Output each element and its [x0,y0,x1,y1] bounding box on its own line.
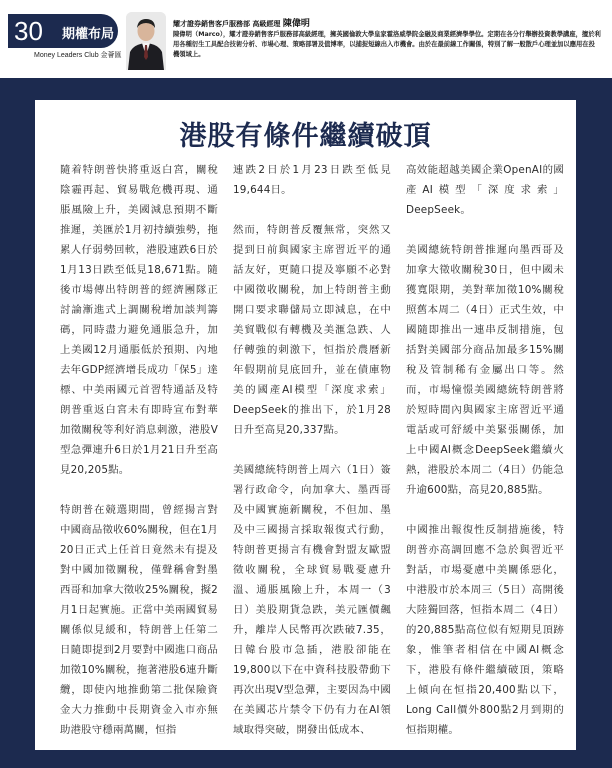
paragraph: 隨着特朗普快將重返白宮，關稅陰霾再起、貿易戰危機再現、通脹風險上升，美國減息預期不斷推遲，美匯於1月初持續強勢，拖累人仔弱勢回軟，港股連跌6日於1月13日跌至低見18,671點。隨後市場傳出特朗普的經濟團隊正討論漸進式上調關稅增加談判籌碼，同時盡力避免通脹急升，加上美國12月通脹低於預期、內地去年GDP經濟增長成功「保5」達標、中美兩國元首習特通話及特朗普重返白宮未有即時宣布對華加徵關稅等利好消息刺激，港股V型急彈連升6日於1月21日升至高見20,205點。 [60,164,218,476]
paragraph: 美國總統特朗普上周六（1日）簽署行政命令，向加拿大、墨西哥及中國實施新關稅，不但加、墨及中三國揚言採取報復式行動，特朗普更揚言有機會對盟友歐盟徵收關稅，全球貿易戰憂慮升溫、通脹風險上升，本周一（3日）美股期貨急跌，美元匯價飆升，離岸人民幣再次跌破7.35，日韓台股市急插，港股卻能在19,800以下在中資科技股帶動下再次出現V型急彈，主要因為中國在美國芯片禁令下仍有力在AI領域取得突破，開發出低成本、 [233,464,391,736]
paragraph: 美國總統特朗普推遲向墨西哥及加拿大徵收關稅30日，但中國未獲寬限期，美對華加徵10%關稅照舊本周二（4日）正式生效，中國隨即推出一連串反制措施，包括對美國部分商品加最多15%關稅及管制稀有金屬出口等。然而，市場憧憬美國總統特朗普將於短時間內與國家主席習近平通電話或可舒緩中美緊張關係，加上中國AI概念DeepSeek繼續火熱，港股於本周二（4日）仍能急升逾600點，高見20,885點。 [406,244,564,496]
author-title: 耀才證券銷售客戶服務部 高級經理 [173,20,281,28]
article-title: 港股有條件繼續破頂 [179,121,432,152]
article-column-1 [60,160,218,760]
article-column-3 [406,160,564,760]
article-column-2 [233,160,391,760]
author-name: 陳偉明 [282,19,310,29]
paragraph: 然而，特朗普反覆無常，突然又提到日前與國家主席習近平的通話友好，更隨口提及寧願不必對中國徵收關稅，加上特朗普主動開口要求聯儲局立即減息，在中美貿戰似有轉機及美滙急跌、人仔轉強的刺激下，恒指於農曆新年假期前見底回升，並在債庫物美的國產AI模型「深度求索」DeepSeek的推出下，於1月28日升至高見20,337點。 [233,224,391,436]
section-title: 期權布局 [62,27,115,42]
paragraph: 高效能超越美國企業OpenAI的國產AI模型「深度求索」DeepSeek。 [406,164,564,216]
author-bio: 陳偉明（Marco），耀才證券銷售客戶服務部高級經理，擁英國倫敦大學皇家霍洛威學院金融及商業經濟學學位。定期在各分行舉辦投資教學講座，擅於利用各種衍生工具配合技術分析、市場心理、策略部署及值博率，以捕捉短線出入市機會。由於在最前線工作關係，特別了解一般散戶心理並加以應用在投機領域上。 [173,31,601,58]
person-icon [126,12,166,70]
article-card [35,100,576,750]
page-number: 30 [14,16,43,46]
page-number-badge [8,14,118,48]
paragraph: 中國推出報復性反制措施後，特朗普亦高調回應不急於與習近平對話，市場憂慮中美關係惡化，中港股市於本周三（5日）高開後大陸獨回落，恒指本周二（4日）的20,885點高位似有短期見頂跡象，惟筆者相信在中國AI概念下，港股有條件繼續破頂，策略上傾向在恒指20,400點以下，Long Call價外800點2月到期的恒指期權。 [406,524,564,736]
author-heading [173,16,310,29]
paragraph: 特朗普在競選期間，曾經揚言對中國商品徵收60%關稅，但在1月20日正式上任首日竟然未有提及對中國加徵關稅，僅聲稱會對墨西哥和加拿大徵收25%關稅，擬2月1日起實施。正當中美兩國貿易關係似見緩和，特朗普上任第二日隨即提到2月要對中國進口商品加徵10%關稅，拖著港股6連升斷纜，即使內地推動第二批保險資金大力推動中長期資金入市亦無助港股守穩兩萬關，恒指 [60,504,218,736]
paragraph: 連跌2日於1月23日跌至低見19,644日。 [233,164,391,196]
club-name: Money Leaders Club 金薈匯 [34,52,122,59]
author-avatar [126,12,166,70]
page-header [0,0,612,78]
